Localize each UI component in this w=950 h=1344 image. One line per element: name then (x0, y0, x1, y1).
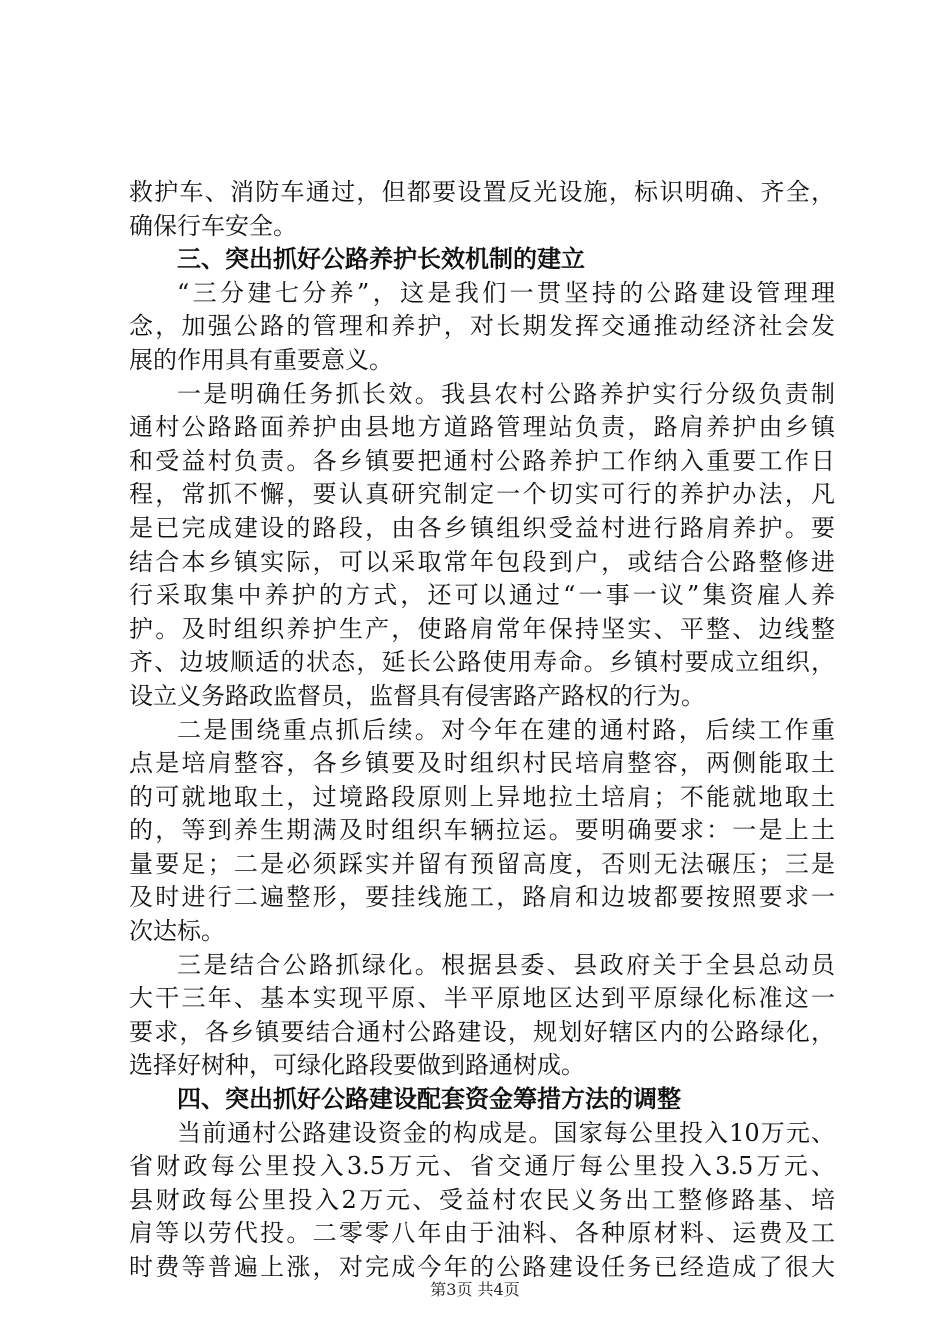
text-line: 当前通村公路建设资金的构成是。国家每公里投入10万元、 (177, 1118, 835, 1147)
text-line: 二是围绕重点抓后续。对今年在建的通村路，后续工作重 (177, 715, 835, 744)
text-line: “三分建七分养”，这是我们一贯坚持的公路建设管理理 (177, 278, 835, 307)
text-line: 确保行车安全。 (129, 211, 297, 240)
text-line: 及时进行二遍整形，要挂线施工，路肩和边坡都要按照要求一 (129, 883, 835, 912)
text-line: 大干三年、基本实现平原、半平原地区达到平原绿化标准这一 (129, 984, 835, 1013)
text-line: 三是结合公路抓绿化。根据县委、县政府关于全县总动员 (177, 950, 835, 979)
text-line: 通村公路路面养护由县地方道路管理站负责，路肩养护由乡镇 (129, 413, 835, 442)
text-line: 的可就地取土，过境路段原则上异地拉土培肩；不能就地取土 (129, 782, 835, 811)
text-line: 量要足；二是必须踩实并留有预留高度，否则无法碾压；三是 (129, 849, 835, 878)
text-line: 是已完成建设的路段，由各乡镇组织受益村进行路肩养护。要 (129, 513, 835, 542)
section-heading: 三、突出抓好公路养护长效机制的建立 (177, 245, 585, 274)
text-line: 次达标。 (129, 917, 225, 946)
text-line: 行采取集中养护的方式，还可以通过“一事一议”集资雇人养 (129, 581, 835, 610)
document-body (129, 176, 835, 1285)
text-line: 选择好树种，可绿化路段要做到路通树成。 (129, 1051, 585, 1080)
text-line: 点是培肩整容，各乡镇要及时组织村民培肩整容，两侧能取土 (129, 749, 835, 778)
text-line: 肩等以劳代投。二零零八年由于油料、各种原材料、运费及工 (129, 1219, 835, 1248)
text-line: 和受益村负责。各乡镇要把通村公路养护工作纳入重要工作日 (129, 446, 835, 475)
text-line: 的，等到养生期满及时组织车辆拉运。要明确要求：一是上土 (129, 816, 835, 845)
text-line: 展的作用具有重要意义。 (129, 345, 393, 374)
text-line: 省财政每公里投入3.5万元、省交通厅每公里投入3.5万元、 (129, 1152, 835, 1181)
text-line: 县财政每公里投入2万元、受益村农民义务出工整修路基、培 (129, 1185, 835, 1214)
page-number: 第3页 共4页 (430, 1280, 520, 1299)
text-line: 念，加强公路的管理和养护，对长期发挥交通推动经济社会发 (129, 312, 835, 341)
section-heading: 四、突出抓好公路建设配套资金筹措方法的调整 (177, 1085, 681, 1114)
text-line: 护。及时组织养护生产，使路肩常年保持坚实、平整、边线整 (129, 614, 835, 643)
text-line: 时费等普遍上涨，对完成今年的公路建设任务已经造成了很大 (129, 1253, 835, 1281)
text-line: 设立义务路政监督员，监督具有侵害路产路权的行为。 (129, 681, 705, 710)
text-line: 结合本乡镇实际，可以采取常年包段到户，或结合公路整修进 (129, 547, 835, 576)
text-line: 齐、边坡顺适的状态，延长公路使用寿命。乡镇村要成立组织， (129, 648, 835, 677)
text-line: 一是明确任务抓长效。我县农村公路养护实行分级负责制 (177, 379, 835, 408)
text-line: 要求，各乡镇要结合通村公路建设，规划好辖区内的公路绿化， (129, 1017, 835, 1046)
text-line: 程，常抓不懈，要认真研究制定一个切实可行的养护办法，凡 (129, 480, 835, 509)
text-line: 救护车、消防车通过，但都要设置反光设施，标识明确、齐全， (129, 178, 835, 206)
